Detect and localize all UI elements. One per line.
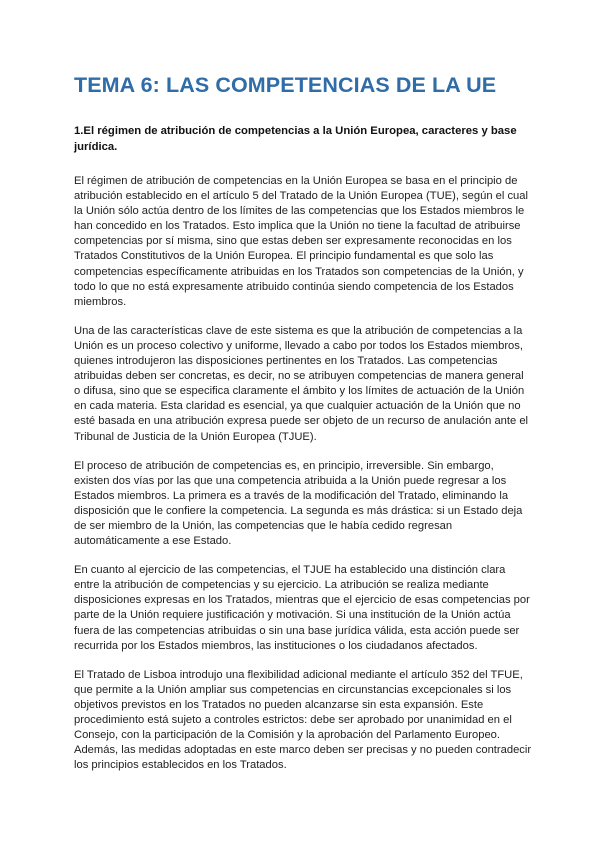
- paragraph-1: El régimen de atribución de competencias en la Unión Europea se basa en el principio de atribución establecido en el artículo 5 del Tratado de la Unión Europea (TUE), según el cual la Unión sólo actúa dentro de los límites de las competencias que los Estados miembros le han concedido en los Tratados. Esto implica que la Unión no tiene la facultad de atribuirse competencias por sí misma, sino que estas deben ser expresamente reconocidas en los Tratados Constitutivos de la Unión Europea. El principio fundamental es que solo las competencias específicamente atribuidas en los Tratados son competencias de la Unión, y todo lo que no está expresamente atribuido continúa siendo competencia de los Estados miembros.: [74, 175, 528, 308]
- page-title: TEMA 6: LAS COMPETENCIAS DE LA UE: [74, 73, 497, 97]
- section-heading: 1.El régimen de atribución de competencias a la Unión Europea, caracteres y base jurídica.: [74, 125, 517, 153]
- paragraph-4: En cuanto al ejercicio de las competencias, el TJUE ha establecido una distinción clara entre la atribución de competencias y su ejercicio. La atribución se realiza mediante disposiciones expresas en los Tratados, mientras que el ejercicio de esas competencias por parte de la Unión requiere justificación y motivación. Si una institución de la Unión actúa fuera de las competencias atribuidas o sin una base jurídica válida, esta acción puede ser recurrida por los Estados miembros, las instituciones o los ciudadanos afectados.: [74, 564, 530, 652]
- paragraph-5: El Tratado de Lisboa introdujo una flexibilidad adicional mediante el artículo 352 del TFUE, que permite a la Unión ampliar sus competencias en circunstancias excepcionales si los objetivos previstos en los Tratados no pueden alcanzarse sin esta expansión. Este procedimiento está sujeto a controles estrictos: debe ser aprobado por unanimidad en el Consejo, con la participación de la Comisión y la aprobación del Parlamento Europeo. Además, las medidas adoptadas en este marco deben ser precisas y no pueden contradecir los principios establecidos en los Tratados.: [74, 668, 532, 772]
- paragraph-3: El proceso de atribución de competencias es, en principio, irreversible. Sin embargo, existen dos vías por las que una competencia atribuida a la Unión puede regresar a los Estados miembros. La primera es a través de la modificación del Tratado, eliminando la disposición que le confiere la competencia. La segunda es más drástica: si un Estado deja de ser miembro de la Unión, las competencias que le había cedido regresan automáticamente a ese Estado.: [74, 459, 523, 548]
- paragraph-2: Una de las características clave de este sistema es que la atribución de competencias a la Unión es un proceso colectivo y uniforme, llevado a cabo por todos los Estados miembros, quienes introdujeron las disposiciones pertinentes en los Tratados. Las competencias atribuidas deben ser concretas, es decir, no se atribuyen competencias de manera general o difusa, sino que se especifica claramente el ámbito y los límites de actuación de la Unión en cada materia. Esta claridad es esencial, ya que cualquier actuación de la Unión que no esté basada en una atribución expresa puede ser objeto de un recurso de anulación ante el Tribunal de Justicia de la Unión Europea (TJUE).: [74, 324, 529, 443]
